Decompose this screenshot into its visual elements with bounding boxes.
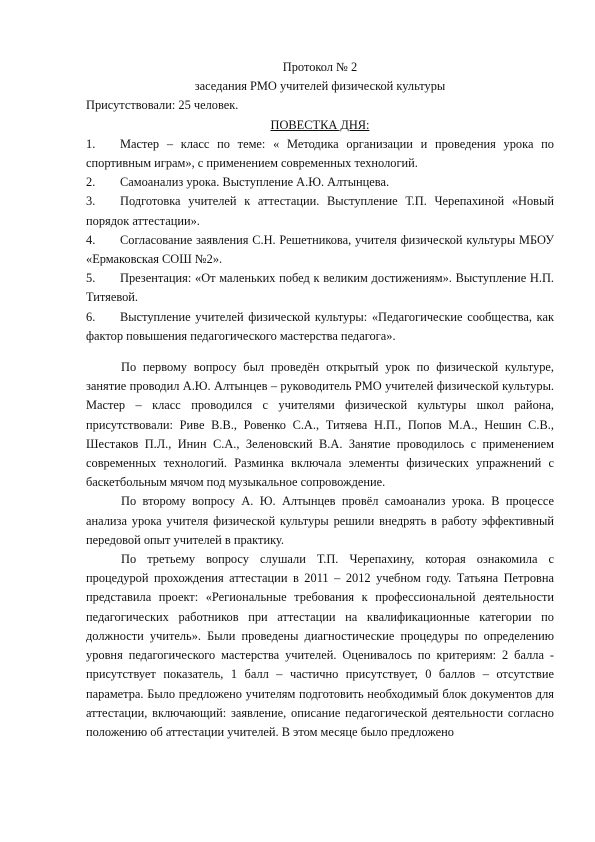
agenda-item: [86, 192, 554, 230]
agenda-item-number: 4.: [86, 232, 96, 247]
protocol-subtitle: заседания РМО учителей физической культуры: [194, 79, 446, 94]
agenda-item-number: 2.: [86, 175, 96, 190]
paragraph-second-question: По второму вопросу А. Ю. Алтынцев провёл самоанализ урока. В процессе анализа урока учителя физической культуры решили внедрять в работу эффективный передовой опыт учителей в практику.: [86, 494, 554, 547]
agenda-heading: ПОВЕСТКА ДНЯ:: [270, 117, 370, 132]
section-spacer: [86, 346, 554, 358]
agenda-item: [86, 308, 554, 346]
agenda-item-text: Самоанализ урока. Выступление А.Ю. Алтынцева.: [120, 175, 390, 190]
agenda-item: [86, 173, 554, 192]
agenda-item-text: Подготовка учителей к аттестации. Выступление Т.П. Черепахиной «Новый порядок аттестации».: [86, 194, 554, 228]
agenda-item-number: 1.: [86, 136, 96, 151]
agenda-item: [86, 135, 554, 173]
paragraph-first-question: По первому вопросу был проведён открытый урок по физической культуре, занятие проводил А.Ю. Алтынцев – руководитель РМО учителей физической культуры. Мастер – класс проводился с учителями физической культуры школ района, присутствовали: Риве В.В., Ровенко С.А., Титяева Н.П., Попов М.А., Нешин С.В., Шестаков П.Л., Инин С.А., Зеленовский В.А. Занятие проводилось с применением современных технологий. Разминка включала элементы физических упражнений с баскетбольным мячом под музыкальное сопровождение.: [86, 360, 554, 490]
protocol-title: Протокол № 2: [282, 60, 358, 74]
attendance-line: Присутствовали: 25 человек.: [86, 98, 239, 113]
agenda-item-text: Презентация: «От маленьких побед к великим достижениям». Выступление Н.П. Титяевой.: [86, 271, 554, 305]
document-page: [86, 58, 554, 742]
agenda-item-text: Мастер – класс по теме: « Методика организации и проведения урока по спортивным играм», с применением современных технологий.: [86, 136, 554, 171]
agenda-item-text: Выступление учителей физической культуры: «Педагогические сообщества, как фактор повышения педагогического мастерства педагога».: [86, 309, 554, 343]
agenda-item-number: 3.: [86, 194, 96, 209]
paragraph-third-question: По третьему вопросу слушали Т.П. Черепахину, которая ознакомила с процедурой прохождения аттестации в 2011 – 2012 учебном году. Татьяна Петровна представила проект: «Региональные требования к профессиональной деятельности педагогических работников при аттестации на квалификационные категории по должности учитель». Были проведены диагностические процедуры по определению уровня педагогического мастерства учителей. Оценивалось по критериям: 2 балла - присутствует показатель, 1 балл – частично присутствует, 0 баллов – отсутствие параметра. Было предложено учителям подготовить необходимый блок документов для аттестации, включающий: заявление, описание педагогической деятельности согласно положению об аттестации учителей. В этом месяце было предложено: [86, 552, 554, 739]
agenda-item-number: 6.: [86, 309, 96, 324]
agenda-item-text: Согласование заявления С.Н. Решетникова, учителя физической культуры МБОУ «Ермаковская СОШ №2».: [86, 232, 554, 267]
agenda-item-number: 5.: [86, 271, 96, 286]
agenda-list: [86, 135, 554, 346]
agenda-item: [86, 231, 554, 269]
agenda-item: [86, 269, 554, 307]
